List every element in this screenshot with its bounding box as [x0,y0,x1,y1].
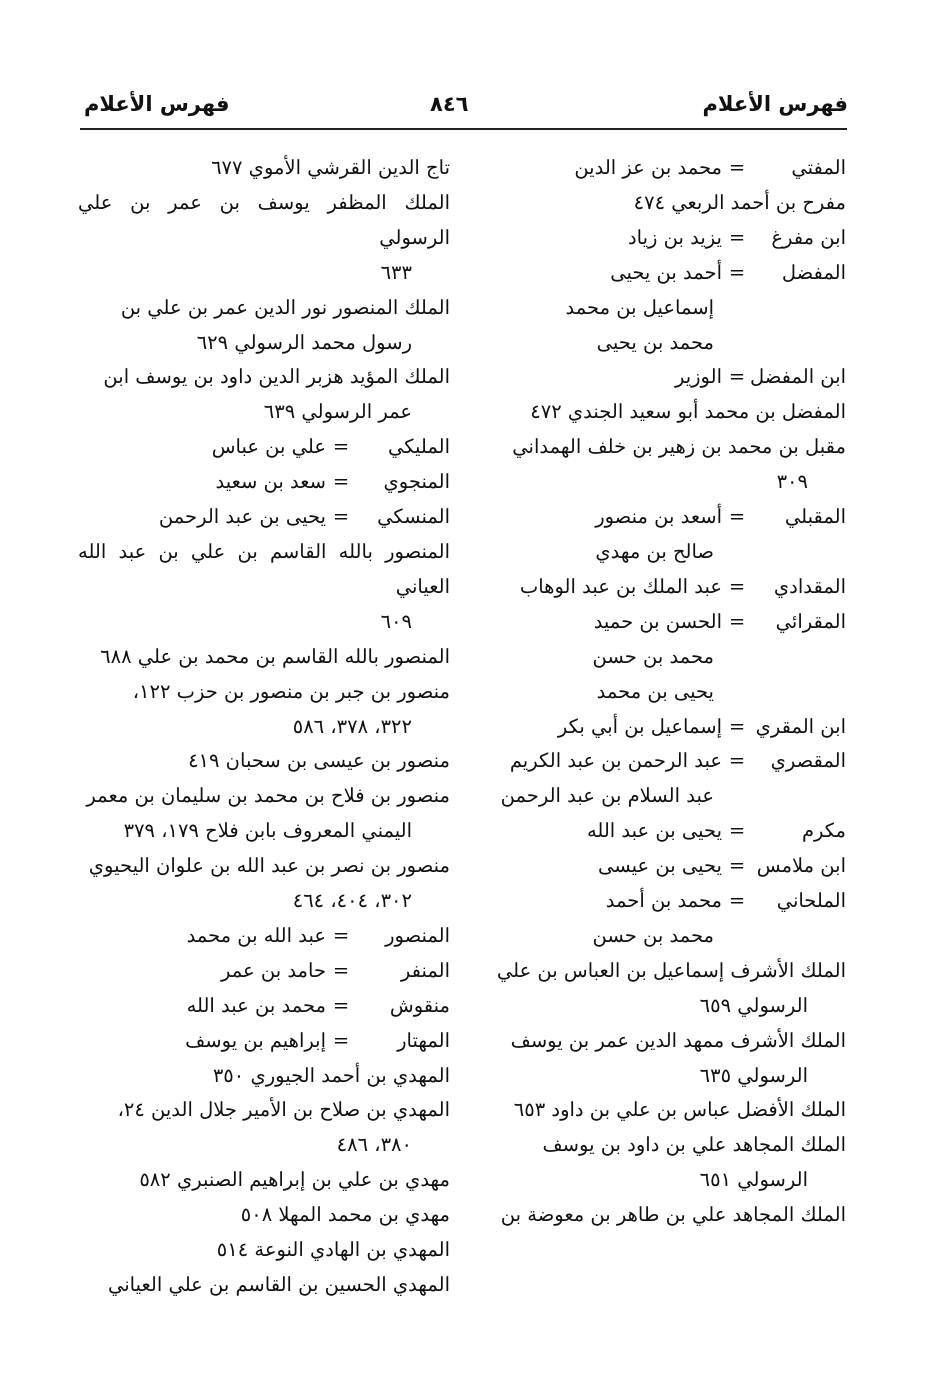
index-entry: مفرح بن أحمد الربعي ٤٧٤ [633,190,846,214]
entry-name: المقصري [770,749,846,773]
index-entry: الملك الأفضل عباس بن علي بن داود ٦٥٣ [513,1098,846,1122]
index-entry: الملك الأشرف إسماعيل بن العباس بن علي [496,958,846,982]
entry-name: الملحاني [776,889,846,913]
equals-sign: = [332,993,350,1017]
index-entry-continuation: عمر الرسولي ٦٣٩ [263,400,412,424]
index-entry: المهدي بن صلاح بن الأمير جلال الدين ٢٤، [117,1098,450,1122]
equals-sign: = [332,435,350,459]
index-entry: الملك المنصور نور الدين عمر بن علي بن [120,295,450,319]
index-entry: مقبل بن محمد بن زهير بن خلف الهمداني [512,435,846,459]
index-entry: المنصور بالله القاسم بن محمد بن علي ٦٨٨ [100,644,450,668]
reference-target: عبد الله بن محمد [186,923,326,947]
reference-target: علي بن عباس [211,435,326,459]
equals-sign: = [332,470,350,494]
index-entry: الملك الأشرف ممهد الدين عمر بن يوسف [510,1028,846,1052]
reference-target-continued: يحيى بن محمد [596,679,714,703]
index-entry: المهدي بن أحمد الجيوري ٣٥٠ [212,1063,450,1087]
reference-target-continued: محمد بن حسن [592,923,714,947]
equals-sign: = [728,156,746,179]
equals-sign: = [728,365,746,389]
cross-reference-entry [78,1024,450,1059]
equals-sign: = [728,714,746,738]
header-rule [80,128,847,130]
reference-target: يحيى بن عبد الله [586,819,722,843]
entry-name: المليكي [388,435,450,459]
reference-target-continued: صالح بن مهدي [595,539,714,563]
entry-name: المنجوي [383,470,450,494]
index-entry-continuation: ٣٠٢، ٤٠٤، ٤٦٤ [292,889,412,913]
equals-sign: = [728,260,746,284]
index-entry-continuation: الرسولي ٦٥١ [699,1168,808,1192]
cross-reference-entry [474,151,846,186]
index-entry-continuation: اليمني المعروف بابن فلاح ١٧٩، ٣٧٩ [123,819,412,843]
entry-name: مكرم [801,819,846,843]
index-column-left [78,151,450,1303]
index-entry-continuation: ٣٠٩ [776,470,808,494]
index-entry: مهدي بن محمد المهلا ٥٠٨ [240,1203,450,1227]
reference-target-continued: إسماعيل بن محمد [565,295,714,319]
reference-target: حامد بن عمر [220,958,326,982]
reference-target: محمد بن أحمد [605,889,722,913]
cross-reference-entry [78,465,450,500]
running-header-left: فهرس الأعلام [84,92,230,116]
reference-target: عبد الرحمن بن عبد الكريم [509,749,722,773]
index-entry-continuation: ٣٢٢، ٣٧٨، ٥٨٦ [292,714,412,738]
reference-target: إبراهيم بن يوسف [185,1028,326,1052]
entry-name: ابن ملامس [756,854,846,878]
cross-reference-entry [474,884,846,919]
equals-sign: = [728,819,746,843]
entry-name: ابن المقري [755,714,846,738]
cross-reference-entry [474,744,846,779]
reference-target: أحمد بن يحيى [610,260,722,284]
reference-target-continued: محمد بن يحيى [596,330,714,354]
index-entry: مهدي بن علي بن إبراهيم الصنبري ٥٨٢ [139,1168,450,1192]
index-entry-continuation: رسول محمد الرسولي ٦٢٩ [196,330,412,354]
cross-reference-entry [474,360,846,395]
index-entry-continuation: ٦٣٣ [380,260,412,284]
cross-reference-entry [474,814,846,849]
index-entry: الملك المظفر يوسف بن عمر بن علي الرسولي [78,190,450,249]
entry-name: المفضل [781,260,846,284]
cross-reference-entry [474,221,846,256]
page-number: ٨٤٦ [430,92,469,116]
reference-target: عبد الملك بن عبد الوهاب [519,574,722,598]
reference-target: الوزير [674,365,722,389]
index-entry: المنصور بالله القاسم بن علي بن عبد الله العياني [78,539,450,598]
equals-sign: = [332,505,350,529]
equals-sign: = [728,749,746,773]
reference-target: يحيى بن عيسى [598,854,722,878]
cross-reference-entry [78,430,450,465]
index-entry: منصور بن فلاح بن محمد بن سليمان بن معمر [86,784,450,808]
equals-sign: = [728,574,746,598]
cross-reference-entry [78,500,450,535]
reference-target: سعد بن سعيد [215,470,326,494]
entry-name: المفتي [791,156,846,179]
entry-name: المقرائي [775,609,846,633]
entry-name: المنسكي [377,505,450,529]
reference-target: محمد بن عبد الله [186,993,326,1017]
cross-reference-entry [474,570,846,605]
cross-reference-entry [78,989,450,1024]
reference-target-continued: محمد بن حسن [592,644,714,668]
index-entry: تاج الدين القرشي الأموي ٦٧٧ [211,156,450,179]
reference-target: يحيى بن عبد الرحمن [158,505,326,529]
index-entry: منصور بن عيسى بن سحبان ٤١٩ [188,749,450,773]
reference-target: يزيد بن زياد [628,225,722,249]
entry-name: المنصور [385,923,450,947]
index-entry-continuation: ٣٨٠، ٤٨٦ [336,1133,412,1157]
reference-target: الحسن بن حميد [593,609,722,633]
entry-name: المقبلي [784,505,846,529]
index-entry: الملك المجاهد علي بن طاهر بن معوضة بن [500,1203,846,1227]
cross-reference-entry [474,605,846,640]
cross-reference-entry [474,849,846,884]
reference-target: أسعد بن منصور [595,505,722,529]
equals-sign: = [332,923,350,947]
index-column-right [474,151,846,1233]
index-entry: المهدي الحسين بن القاسم بن علي العياني [107,1273,450,1296]
equals-sign: = [728,889,746,913]
entry-name: المقدادي [773,574,846,598]
cross-reference-entry [78,954,450,989]
reference-target: إسماعيل بن أبي بكر [557,714,722,738]
entry-name: ابن المفضل [749,365,846,389]
equals-sign: = [728,854,746,878]
reference-target: محمد بن عز الدين [574,156,722,179]
index-entry: الملك المؤيد هزبر الدين داود بن يوسف ابن [103,365,450,389]
entry-name: المنفر [400,958,450,982]
index-entry: المهدي بن الهادي النوعة ٥١٤ [216,1238,450,1262]
index-entry: منصور بن نصر بن عبد الله بن علوان اليحيوي [88,854,450,878]
entry-name: المهتار [397,1028,450,1052]
cross-reference-entry [474,256,846,291]
cross-reference-entry [474,710,846,745]
equals-sign: = [728,609,746,633]
entry-name: ابن مفرغ [771,225,846,249]
running-header-right: فهرس الأعلام [702,92,848,116]
equals-sign: = [728,225,746,249]
entry-name: منقوش [389,993,450,1017]
cross-reference-entry [474,500,846,535]
index-entry: الملك المجاهد علي بن داود بن يوسف [542,1133,846,1157]
equals-sign: = [332,1028,350,1052]
equals-sign: = [728,505,746,529]
cross-reference-entry [78,919,450,954]
index-entry-continuation: الرسولي ٦٣٥ [699,1063,808,1087]
reference-target-continued: عبد السلام بن عبد الرحمن [500,784,714,808]
index-entry-continuation: ٦٠٩ [380,609,412,633]
index-entry-continuation: الرسولي ٦٥٩ [699,993,808,1017]
equals-sign: = [332,958,350,982]
index-entry: المفضل بن محمد أبو سعيد الجندي ٤٧٢ [530,400,846,424]
index-entry: منصور بن جبر بن منصور بن حزب ١٢٢، [132,679,450,703]
